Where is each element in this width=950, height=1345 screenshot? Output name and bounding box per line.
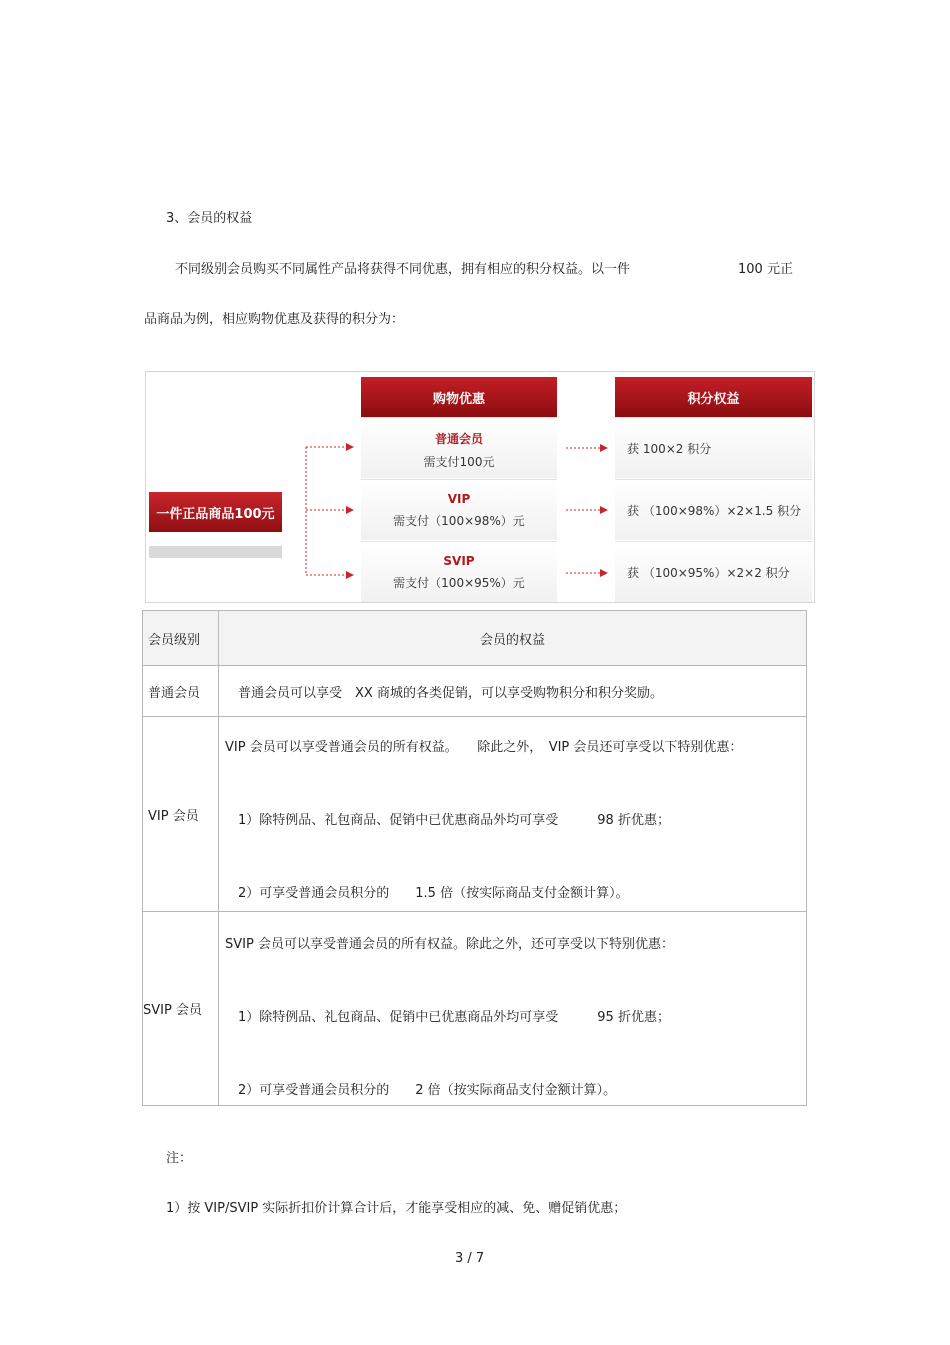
shopping-cell-regular xyxy=(361,417,557,478)
branch-connectors xyxy=(286,432,366,582)
header-benefit: 会员的权益 xyxy=(219,611,807,666)
row-benefit xyxy=(219,666,807,717)
intro-line-2: 品商品为例，相应购物优惠及获得的积分为： xyxy=(144,312,405,327)
page-number: 3 / 7 xyxy=(455,1251,485,1266)
shopping-cell-pay: 需支付（100×95%）元 xyxy=(393,576,525,590)
points-cell-regular: 获 100×2 积分 xyxy=(615,417,812,478)
shopping-cell-vip xyxy=(361,479,557,540)
table-row xyxy=(143,717,807,912)
benefits-table xyxy=(142,610,807,1106)
points-header: 积分权益 xyxy=(615,377,812,417)
note-1: 1）按 VIP/SVIP 实际折扣价计算合计后，才能享受相应的减、免、赠促销优惠； xyxy=(166,1201,627,1216)
benefit-line: 1）除特例品、礼包商品、促销中已优惠商品外均可享受 95 折优惠； xyxy=(225,1010,670,1025)
points-cell-svip: 获 （100×95%）×2×2 积分 xyxy=(615,541,812,602)
benefit-line: 普通会员可以享受 XX 商城的各类促销，可以享受购物积分和积分奖励。 xyxy=(225,685,663,701)
product-box: 一件正品商品100元 xyxy=(149,492,282,532)
shopping-cell-pay: 需支付（100×98%）元 xyxy=(393,514,525,528)
shopping-cell-title: VIP xyxy=(447,492,471,506)
table-row xyxy=(143,666,807,717)
points-arrows xyxy=(560,432,616,582)
shopping-cell-title: SVIP xyxy=(443,554,475,568)
note-label: 注： xyxy=(166,1151,193,1166)
benefit-line: 2）可享受普通会员积分的 1.5 倍（按实际商品支付金额计算）。 xyxy=(225,886,629,901)
row-level: SVIP 会员 xyxy=(143,912,219,1106)
points-cell-vip: 获 （100×98%）×2×1.5 积分 xyxy=(615,479,812,540)
benefit-line: 2）可享受普通会员积分的 2 倍（按实际商品支付金额计算）。 xyxy=(225,1083,617,1098)
benefit-line: VIP 会员可以享受普通会员的所有权益。 除此之外， VIP 会员还可享受以下特别优惠： xyxy=(225,740,743,755)
intro-line-1: 不同级别会员购买不同属性产品将获得不同优惠，拥有相应的积分权益。以一件 xyxy=(175,262,631,277)
shopping-cell-title: 普通会员 xyxy=(434,432,483,446)
shopping-header: 购物优惠 xyxy=(361,377,557,417)
table-row xyxy=(143,912,807,1106)
section-title: 3、会员的权益 xyxy=(166,211,253,226)
row-benefit xyxy=(219,912,807,1106)
shopping-cell-pay: 需支付100元 xyxy=(423,455,495,469)
row-level: VIP 会员 xyxy=(143,717,219,912)
intro-amount: 100 元正 xyxy=(738,262,793,277)
benefit-line: SVIP 会员可以享受普通会员的所有权益。除此之外，还可享受以下特别优惠： xyxy=(225,937,674,952)
membership-diagram xyxy=(145,371,815,603)
row-level: 普通会员 xyxy=(143,666,219,717)
product-shadow xyxy=(149,546,282,558)
shopping-cell-svip xyxy=(361,541,557,602)
table-header-row xyxy=(143,611,807,666)
header-level: 会员级别 xyxy=(143,611,219,666)
benefit-line: 1）除特例品、礼包商品、促销中已优惠商品外均可享受 98 折优惠； xyxy=(225,813,670,828)
row-benefit xyxy=(219,717,807,912)
